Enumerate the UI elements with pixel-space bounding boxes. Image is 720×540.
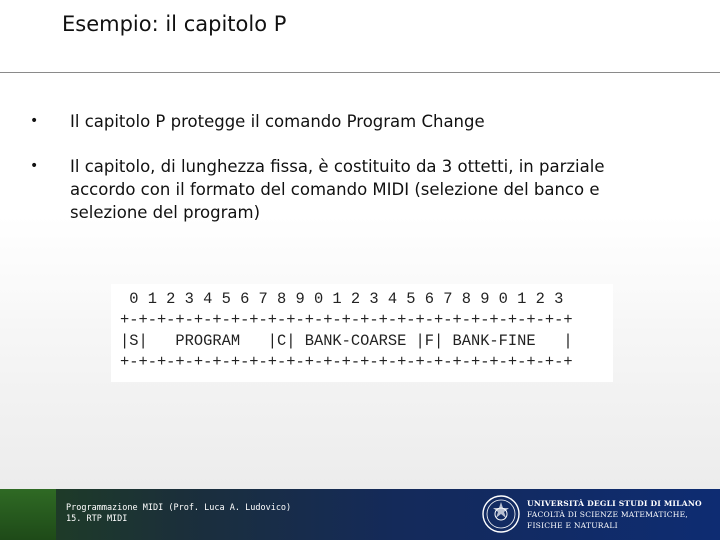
bullet-text: Il capitolo, di lunghezza fissa, è costituito da 3 ottetti, in parziale accordo con il formato del comando MIDI (selezione del banco e selezione del program) (70, 157, 605, 222)
bullet-marker: • (30, 158, 39, 174)
footer-course-info (66, 503, 291, 525)
university-line-1: UNIVERSITÀ DEGLI STUDI DI MILANO (527, 499, 702, 508)
slide-title: Esempio: il capitolo P (62, 12, 287, 36)
university-line-2: FACOLTÀ DI SCIENZE MATEMATICHE, (527, 510, 688, 519)
university-line-3: FISICHE E NATURALI (527, 521, 618, 530)
border-row-top: +-+-+-+-+-+-+-+-+-+-+-+-+-+-+-+-+-+-+-+-+-+-+-+-+ (120, 311, 573, 329)
bullet-text: Il capitolo P protegge il comando Program Change (70, 112, 485, 131)
bullet-item (30, 110, 670, 133)
footer-accent (0, 489, 56, 540)
packet-format-diagram (111, 284, 613, 382)
border-row-bottom: +-+-+-+-+-+-+-+-+-+-+-+-+-+-+-+-+-+-+-+-+-+-+-+-+ (120, 353, 573, 371)
university-seal-icon (481, 494, 521, 534)
fields-row: |S| PROGRAM |C| BANK-COARSE |F| BANK-FINE | (120, 332, 573, 350)
bullet-marker: • (30, 113, 39, 129)
bullet-item (30, 155, 670, 224)
footer-lesson-line: 15. RTP MIDI (66, 514, 128, 524)
bullet-list (30, 110, 670, 246)
bit-index-row: 0 1 2 3 4 5 6 7 8 9 0 1 2 3 4 5 6 7 8 9 0 1 2 3 (120, 290, 564, 308)
footer-course-line: Programmazione MIDI (Prof. Luca A. Ludovico) (66, 503, 292, 513)
university-name (527, 498, 702, 531)
title-divider (0, 72, 720, 73)
